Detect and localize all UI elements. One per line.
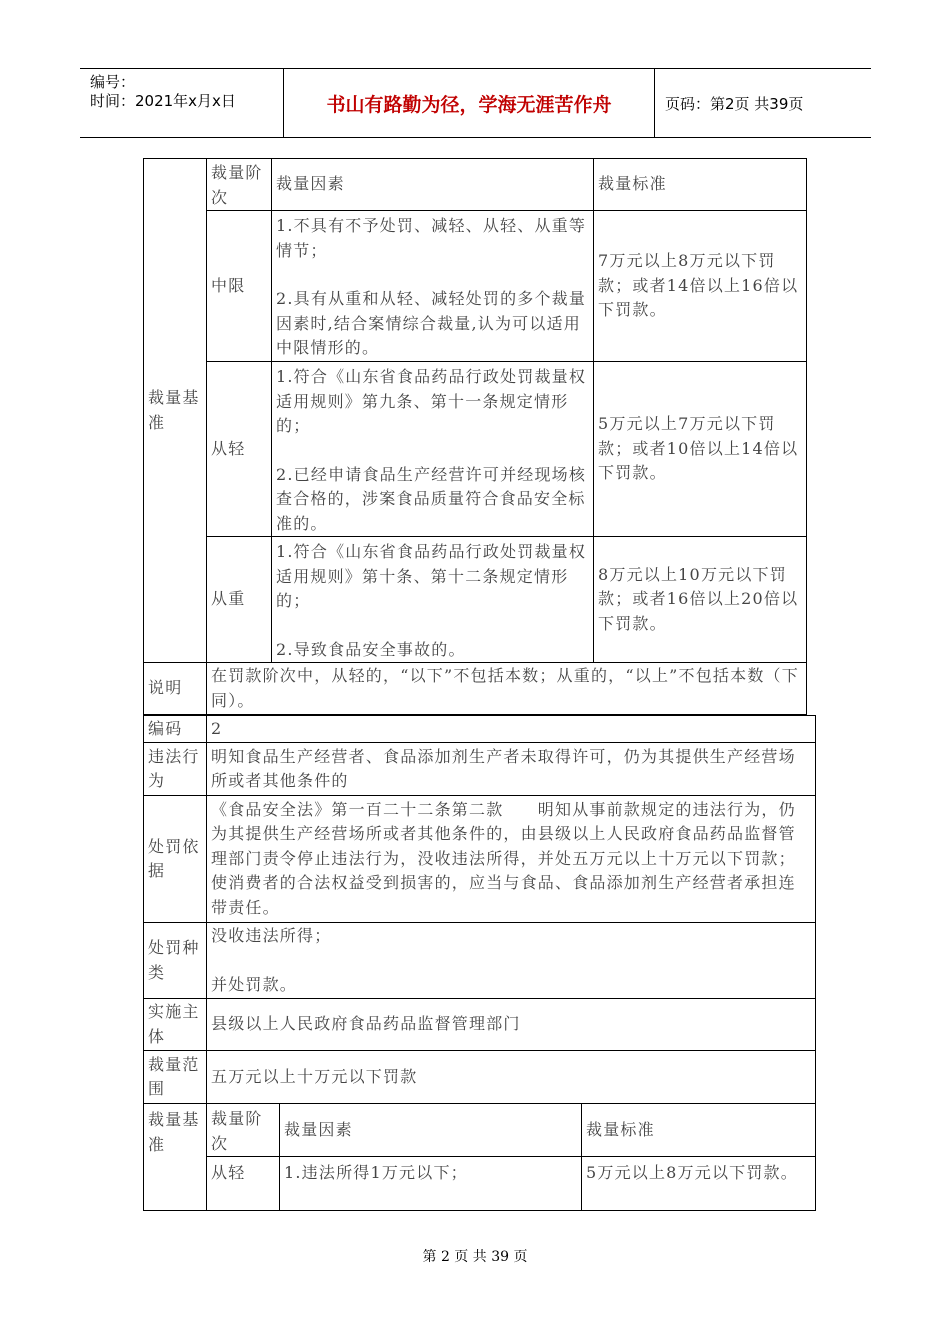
table2-code-value: 2	[206, 715, 816, 743]
factor-item: 2.已经申请食品生产经营许可并经现场核查合格的，涉案食品质量符合食品安全标准的。	[276, 464, 587, 533]
header-code-label: 编号：	[90, 73, 136, 91]
table2-row-level: 从轻	[206, 1156, 280, 1211]
table2-subject-label: 实施主体	[143, 998, 207, 1051]
table2-type-label: 处罚种类	[143, 922, 207, 999]
factor-item: 1.符合《山东省食品药品行政处罚裁量权适用规则》第十条、第十二条规定情形的；	[276, 542, 587, 610]
table1-side-label: 裁量基准	[143, 158, 207, 663]
table2-basis-text: 《食品安全法》第一百二十二条第二款 明知从事前款规定的违法行为，仍为其提供生产经营场所或者其他条件的，由县级以上人民政府食品药品监督管理部门责令停止违法行为，没收违法所得，并处五万元以上十万元以下罚款；使消费者的合法权益受到损害的，应当与食品、食品添加剂生产经营者承担连带责任。	[206, 795, 816, 923]
table1-row-factor	[271, 361, 594, 537]
table1-note-label: 说明	[143, 662, 207, 715]
table1-note-text: 在罚款阶次中，从轻的，“以下”不包括本数；从重的，“以上”不包括本数（下同）。	[206, 662, 807, 715]
table2-range-text: 五万元以上十万元以下罚款	[206, 1050, 816, 1104]
table1-col-factor: 裁量因素	[271, 158, 594, 211]
table2-violation-text: 明知食品生产经营者、食品添加剂生产者未取得许可，仍为其提供生产经营场所或者其他条件的	[206, 742, 816, 796]
header-page-info: 页码：第2页 共39页	[665, 94, 804, 113]
table2-col-factor: 裁量因素	[279, 1103, 582, 1157]
factor-item: 2.具有从重和从轻、减轻处罚的多个裁量因素时,结合案情综合裁量,认为可以适用中限情形的。	[276, 289, 587, 357]
table2-base-label: 裁量基准	[143, 1103, 207, 1211]
table2-code-label: 编码	[143, 715, 207, 743]
table2-col-level: 裁量阶次	[206, 1103, 280, 1157]
table2-col-standard: 裁量标准	[581, 1103, 816, 1157]
page-footer: 第 2 页 共 39 页	[422, 1249, 528, 1265]
type-item: 没收违法所得；	[211, 926, 332, 945]
factor-item: 2.导致食品安全事故的。	[276, 639, 466, 659]
table1-row-level: 从重	[206, 536, 272, 663]
table1-row-factor	[271, 210, 594, 362]
table2-subject-text: 县级以上人民政府食品药品监督管理部门	[206, 998, 816, 1051]
table1-row-standard: 7万元以上8万元以下罚款；或者14倍以上16倍以下罚款。	[593, 210, 807, 362]
header-motto: 书山有路勤为径，学海无涯苦作舟	[284, 69, 655, 137]
table2-range-label: 裁量范围	[143, 1050, 207, 1104]
factor-item: 1.符合《山东省食品药品行政处罚裁量权适用规则》第九条、第十一条规定情形的；	[276, 367, 587, 435]
table1-row-standard: 8万元以上10万元以下罚款；或者16倍以上20倍以下罚款。	[593, 536, 807, 663]
table2-type-list	[206, 922, 816, 999]
table2-basis-label: 处罚依据	[143, 795, 207, 923]
header-meta	[80, 69, 284, 137]
table1-col-level: 裁量阶次	[206, 158, 272, 211]
type-item: 并处罚款。	[211, 974, 298, 994]
table1-row-standard: 5万元以上7万元以下罚款；或者10倍以上14倍以下罚款。	[593, 361, 807, 537]
table2-row-standard: 5万元以上8万元以下罚款。	[581, 1156, 816, 1211]
table1-col-standard: 裁量标准	[593, 158, 807, 211]
page-header	[80, 68, 871, 138]
table1-row-level: 从轻	[206, 361, 272, 537]
table2-violation-label: 违法行为	[143, 742, 207, 796]
table1-row-factor	[271, 536, 594, 663]
header-time-label: 时间：2021年x月x日	[90, 92, 236, 110]
factor-item: 1.不具有不予处罚、减轻、从轻、从重等情节；	[276, 216, 587, 260]
table2-row-factor: 1.违法所得1万元以下；	[279, 1156, 582, 1211]
table1-row-level: 中限	[206, 210, 272, 362]
